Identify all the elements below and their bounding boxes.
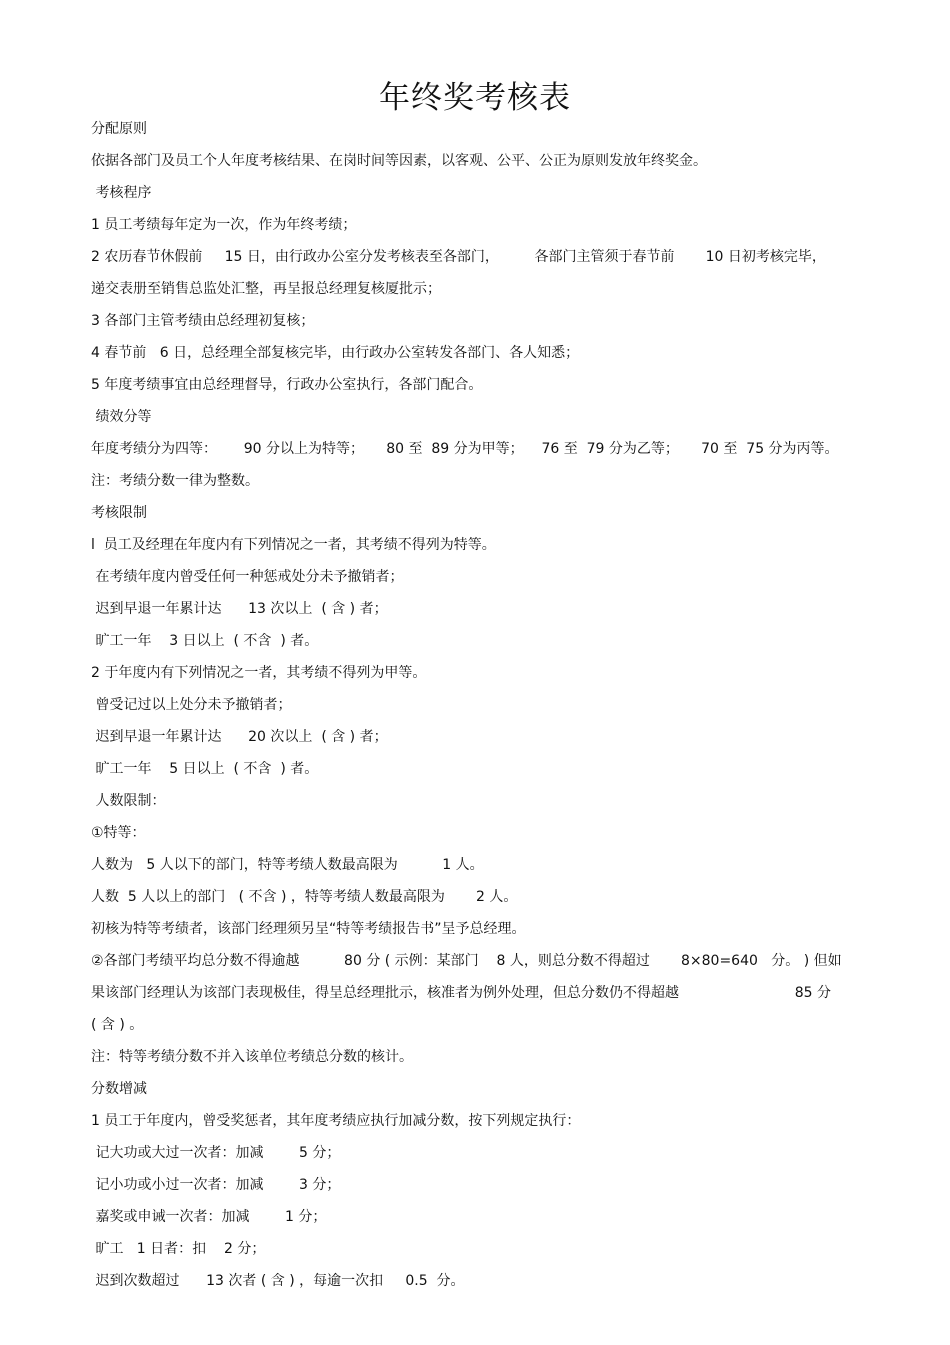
paragraph: 迟到早退一年累计达 20 次以上 ( 含 ) 者； — [91, 729, 388, 745]
paragraph: 记大功或大过一次者：加减 5 分； — [91, 1145, 341, 1161]
paragraph: 在考绩年度内曾受任何一种惩戒处分未予撤销者； — [91, 569, 404, 585]
paragraph: l 员工及经理在年度内有下列情况之一者，其考绩不得列为特等。 — [91, 537, 496, 553]
section-heading: 绩效分等 — [91, 409, 152, 425]
paragraph: 旷工 1 日者：扣 2 分； — [91, 1241, 266, 1257]
section-heading: 考核限制 — [91, 505, 147, 521]
paragraph: 年度考绩分为四等： 90 分以上为特等； 80 至 89 分为甲等； 76 至 79 分为乙等； 70 至 75 分为丙等。 — [91, 441, 839, 457]
paragraph: 人数为 5 人以下的部门，特等考绩人数最高限为 1 人。 — [91, 857, 484, 873]
paragraph: 旷工一年 5 日以上 ( 不含 ) 者。 — [91, 761, 319, 777]
section-heading: 分配原则 — [91, 121, 147, 137]
paragraph: 初核为特等考绩者，该部门经理须另呈“特等考绩报告书”呈予总经理。 — [91, 921, 526, 937]
paragraph: 4 春节前 6 日，总经理全部复核完毕，由行政办公室转发各部门、各人知悉； — [91, 345, 580, 361]
paragraph: 5 年度考绩事宜由总经理督导，行政办公室执行，各部门配合。 — [91, 377, 483, 393]
paragraph: 曾受记过以上处分未予撤销者； — [91, 697, 292, 713]
paragraph: 果该部门经理认为该部门表现极佳，得呈总经理批示，核准者为例外处理，但总分数仍不得超越 85 分 — [91, 985, 831, 1001]
paragraph: 人数 5 人以上的部门 ( 不含 ) ，特等考绩人数最高限为 2 人。 — [91, 889, 518, 905]
note: 注：考绩分数一律为整数。 — [91, 473, 259, 489]
paragraph: 嘉奖或申诫一次者：加减 1 分； — [91, 1209, 327, 1225]
paragraph: 依据各部门及员工个人年度考核结果、在岗时间等因素，以客观、公平、公正为原则发放年终奖金。 — [91, 153, 707, 169]
paragraph: 旷工一年 3 日以上 ( 不含 ) 者。 — [91, 633, 319, 649]
paragraph: ①特等： — [91, 825, 146, 841]
paragraph: 3 各部门主管考绩由总经理初复核； — [91, 313, 315, 329]
paragraph: 记小功或小过一次者：加减 3 分； — [91, 1177, 341, 1193]
section-heading: 人数限制： — [91, 793, 166, 809]
paragraph: ②各部门考绩平均总分数不得逾越 80 分 ( 示例：某部门 8 人，则总分数不得超过 8×80=640 分。 ) 但如 — [91, 953, 842, 969]
document-title: 年终奖考核表 — [379, 80, 571, 116]
section-heading: 考核程序 — [91, 185, 152, 201]
paragraph: 2 于年度内有下列情况之一者，其考绩不得列为甲等。 — [91, 665, 427, 681]
paragraph: 迟到次数超过 13 次者 ( 含 ) ，每逾一次扣 0.5 分。 — [91, 1273, 465, 1289]
paragraph: 2 农历春节休假前 15 日，由行政办公室分发考核表至各部门， 各部门主管须于春节前 10 日初考核完毕， — [91, 249, 826, 265]
paragraph: 1 员工考绩每年定为一次，作为年终考绩； — [91, 217, 357, 233]
paragraph: ( 含 ) 。 — [91, 1017, 144, 1033]
paragraph: 递交表册至销售总监处汇整，再呈报总经理复核厦批示； — [91, 281, 441, 297]
paragraph: 1 员工于年度内，曾受奖惩者，其年度考绩应执行加减分数，按下列规定执行： — [91, 1113, 581, 1129]
section-heading: 分数增减 — [91, 1081, 147, 1097]
paragraph: 迟到早退一年累计达 13 次以上 ( 含 ) 者； — [91, 601, 388, 617]
note: 注：特等考绩分数不并入该单位考绩总分数的核计。 — [91, 1049, 413, 1065]
